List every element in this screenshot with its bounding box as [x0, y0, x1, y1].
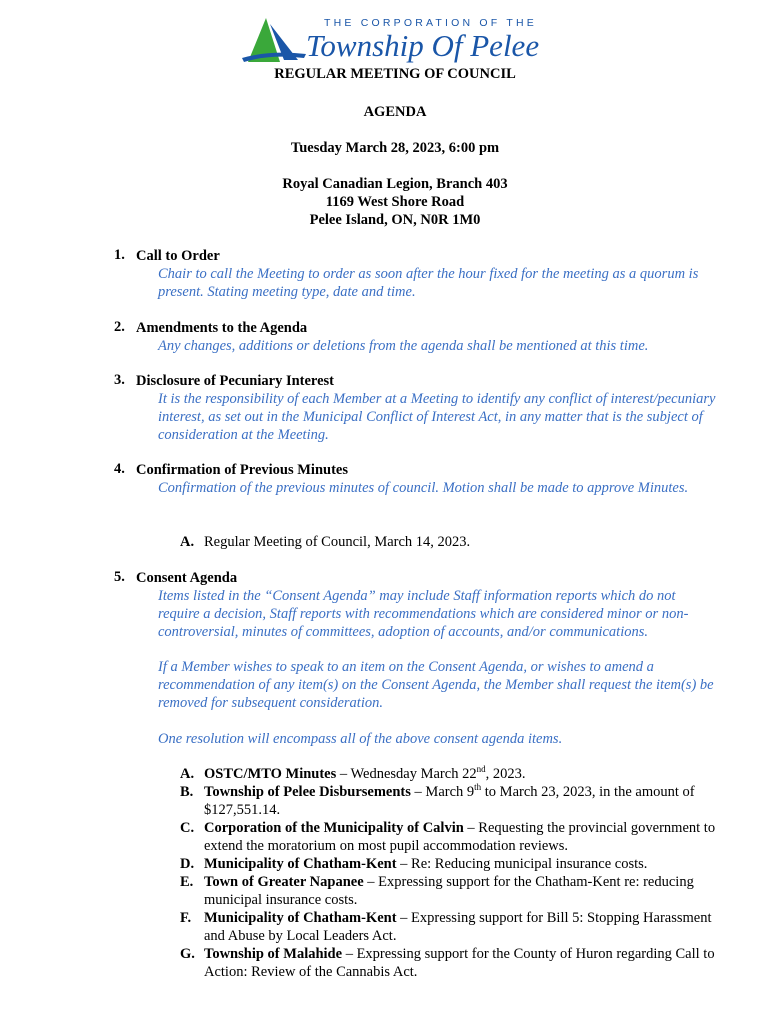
- consent-item-c: [180, 819, 724, 855]
- venue-line-3: Pelee Island, ON, N0R 1M0: [309, 212, 481, 228]
- meeting-date: Tuesday March 28, 2023, 6:00 pm: [290, 140, 500, 156]
- consent-item-org: Municipality of Chatham-Kent: [204, 856, 397, 872]
- consent-item-text-end: to March 23, 2023, in the amount of $127,551.14.: [204, 784, 695, 818]
- consent-item-org: OSTC/MTO Minutes: [204, 766, 337, 782]
- venue-line-1: Royal Canadian Legion, Branch 403: [282, 176, 508, 192]
- consent-item-text: – Expressing support for the Chatham-Kent re: reducing municipal insurance costs.: [204, 874, 694, 908]
- sub-letter: A.: [180, 534, 195, 550]
- ordinal-suffix: nd: [476, 764, 486, 775]
- consent-item-e: [180, 873, 724, 909]
- item-title: Call to Order: [136, 248, 220, 264]
- agenda-heading: AGENDA: [363, 104, 427, 120]
- sub-letter: F.: [180, 910, 192, 926]
- item-title: Confirmation of Previous Minutes: [136, 462, 348, 478]
- venue-line-2: 1169 West Shore Road: [325, 194, 465, 210]
- agenda-item-5: [114, 569, 716, 587]
- item-1-description: Chair to call the Meeting to order as soon after the hour fixed for the meeting as a quorum is present. Stating meeting type, date and time.: [158, 266, 699, 300]
- consent-item-g: [180, 945, 724, 981]
- item-number: 1.: [114, 247, 125, 263]
- consent-item-d: [180, 855, 724, 873]
- item-number: 4.: [114, 461, 125, 477]
- consent-item-org: Municipality of Chatham-Kent: [204, 910, 397, 926]
- consent-description-3: One resolution will encompass all of the above consent agenda items.: [158, 731, 563, 747]
- item-number: 2.: [114, 319, 125, 335]
- sub-letter: A.: [180, 766, 195, 782]
- ordinal-suffix: th: [474, 782, 482, 793]
- consent-item-text: – Requesting the provincial government to extend the moratorium on most pupil accommodation reviews.: [204, 820, 716, 854]
- sub-text: Regular Meeting of Council, March 14, 2023.: [204, 534, 471, 550]
- item-number: 3.: [114, 372, 125, 388]
- sub-letter: E.: [180, 874, 194, 890]
- consent-item-text: – Re: Reducing municipal insurance costs.: [396, 856, 648, 872]
- logo-main-text: Township Of Pelee: [306, 28, 540, 63]
- consent-item-text-end: , 2023.: [485, 766, 526, 782]
- sub-letter: D.: [180, 856, 195, 872]
- consent-item-text: – Wednesday March 22: [336, 766, 477, 782]
- consent-item-text: – Expressing support for Bill 5: Stopping Harassment and Abuse by Local Leaders Act.: [204, 910, 712, 944]
- item-4-description: Confirmation of the previous minutes of council. Motion shall be made to approve Minutes.: [158, 480, 689, 496]
- consent-description-1: Items listed in the “Consent Agenda” may include Staff information reports which do not require a decision, Staff reports with recommendations which are considered minor or non-controversial, minutes of committees, adoption of accounts, and/or communications.: [158, 588, 689, 640]
- consent-item-text: – March 9: [410, 784, 475, 800]
- consent-item-org: Township of Pelee Disbursements: [204, 784, 411, 800]
- item-title: Amendments to the Agenda: [136, 320, 308, 336]
- consent-item-org: Town of Greater Napanee: [204, 874, 364, 890]
- minutes-sub-item: [180, 533, 724, 551]
- sail-logo-icon: [240, 14, 310, 66]
- consent-item-org: Corporation of the Municipality of Calvin: [204, 820, 464, 836]
- consent-item-org: Township of Malahide: [204, 946, 343, 962]
- consent-description-2: If a Member wishes to speak to an item on the Consent Agenda, or wishes to amend a recommendation of any item(s) on the Consent Agenda, the Member shall request the item(s) be removed for subsequent consideration.: [158, 659, 714, 711]
- meeting-title: REGULAR MEETING OF COUNCIL: [274, 66, 516, 82]
- sub-letter: B.: [180, 784, 194, 800]
- item-title: Disclosure of Pecuniary Interest: [136, 373, 335, 389]
- sub-letter: G.: [180, 946, 195, 962]
- agenda-item-1: [114, 247, 716, 265]
- item-number: 5.: [114, 569, 125, 585]
- item-3-description: It is the responsibility of each Member at a Meeting to identify any conflict of interest/pecuniary interest, as set out in the Municipal Conflict of Interest Act, in any matter that is the subject of consideration at the Meeting.: [158, 391, 716, 443]
- item-title: Consent Agenda: [136, 570, 238, 586]
- agenda-item-3: [114, 372, 716, 390]
- sub-letter: C.: [180, 820, 195, 836]
- item-2-description: Any changes, additions or deletions from the agenda shall be mentioned at this time.: [158, 338, 649, 354]
- consent-item-f: [180, 909, 724, 945]
- township-logo: [240, 14, 540, 66]
- logo-top-text: THE CORPORATION OF THE: [324, 17, 537, 29]
- consent-item-text: – Expressing support for the County of Huron regarding Call to Action: Review of the Cannabis Act.: [204, 946, 715, 980]
- agenda-item-2: [114, 319, 716, 337]
- agenda-item-4: [114, 461, 716, 479]
- consent-item-b: [180, 782, 724, 819]
- consent-item-a: [180, 764, 724, 783]
